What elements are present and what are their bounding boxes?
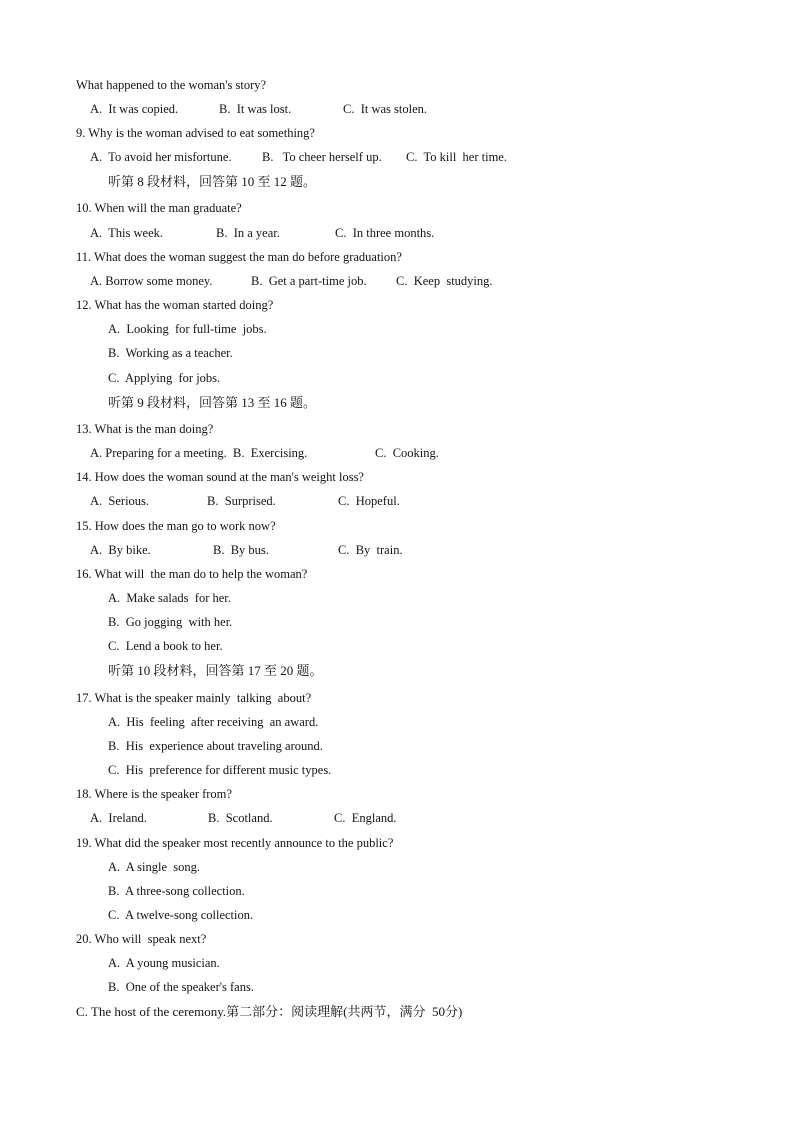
question-16-option-b: B. Go jogging with her. — [108, 615, 233, 629]
question-15-option-a: A. By bike. — [90, 543, 151, 557]
question-20-option-a: A. A young musician. — [108, 956, 220, 970]
question-19-option-b: B. A three-song collection. — [108, 884, 245, 898]
question-11-option-b: B. Get a part-time job. — [251, 274, 367, 288]
question-17-option-b: B. His experience about traveling around. — [108, 739, 323, 753]
section-10-instruction: 听第 10 段材料，回答第 17 至 20 题。 — [108, 663, 323, 678]
question-9-option-a: A. To avoid her misfortune. — [90, 150, 232, 164]
question-17-option-c: C. His preference for different music types. — [108, 763, 332, 777]
question-17-option-a: A. His feeling after receiving an award. — [108, 715, 319, 729]
question-8-option-b: B. It was lost. — [219, 102, 292, 116]
question-11: 11. What does the woman suggest the man do before graduation? — [76, 250, 402, 264]
question-19-option-a: A. A single song. — [108, 860, 201, 874]
question-9-option-c: C. To kill her time. — [406, 150, 507, 164]
question-17: 17. What is the speaker mainly talking about? — [76, 691, 312, 705]
question-20: 20. Who will speak next? — [76, 932, 207, 946]
question-12-option-b: B. Working as a teacher. — [108, 346, 233, 360]
question-10-option-a: A. This week. — [90, 226, 164, 240]
question-13-options-a-b: A. Preparing for a meeting. B. Exercising. — [90, 446, 308, 460]
question-16-option-a: A. Make salads for her. — [108, 591, 231, 605]
question-10-option-c: C. In three months. — [335, 226, 435, 240]
question-15: 15. How does the man go to work now? — [76, 519, 276, 533]
question-14-option-b: B. Surprised. — [207, 494, 276, 508]
question-14-option-c: C. Hopeful. — [338, 494, 400, 508]
question-18: 18. Where is the speaker from? — [76, 787, 232, 801]
question-12: 12. What has the woman started doing? — [76, 298, 274, 312]
question-20-option-c-and-part-two-heading: C. The host of the ceremony.第二部分：阅读理解(共两节，满分 50分) — [76, 1004, 463, 1019]
question-9: 9. Why is the woman advised to eat something? — [76, 126, 315, 140]
question-8-option-a: A. It was copied. — [90, 102, 179, 116]
question-15-option-c: C. By train. — [338, 543, 403, 557]
question-8-option-c: C. It was stolen. — [343, 102, 428, 116]
question-18-option-a: A. Ireland. — [90, 811, 147, 825]
question-12-option-a: A. Looking for full-time jobs. — [108, 322, 267, 336]
question-20-option-b: B. One of the speaker's fans. — [108, 980, 254, 994]
question-10: 10. When will the man graduate? — [76, 201, 242, 215]
question-11-option-a: A. Borrow some money. — [90, 274, 213, 288]
section-9-instruction: 听第 9 段材料，回答第 13 至 16 题。 — [108, 395, 317, 410]
question-11-option-c: C. Keep studying. — [396, 274, 493, 288]
question-13: 13. What is the man doing? — [76, 422, 214, 436]
question-13-option-c: C. Cooking. — [375, 446, 439, 460]
question-19: 19. What did the speaker most recently announce to the public? — [76, 836, 394, 850]
question-19-option-c: C. A twelve-song collection. — [108, 908, 254, 922]
question-14-option-a: A. Serious. — [90, 494, 150, 508]
question-15-option-b: B. By bus. — [213, 543, 269, 557]
question-16-option-c: C. Lend a book to her. — [108, 639, 223, 653]
question-8: What happened to the woman's story? — [76, 78, 267, 92]
section-8-instruction: 听第 8 段材料，回答第 10 至 12 题。 — [108, 174, 317, 189]
question-18-option-b: B. Scotland. — [208, 811, 273, 825]
question-18-option-c: C. England. — [334, 811, 397, 825]
question-12-option-c: C. Applying for jobs. — [108, 371, 221, 385]
question-10-option-b: B. In a year. — [216, 226, 280, 240]
question-9-option-b: B. To cheer herself up. — [262, 150, 382, 164]
question-16: 16. What will the man do to help the woman? — [76, 567, 308, 581]
question-14: 14. How does the woman sound at the man's weight loss? — [76, 470, 364, 484]
